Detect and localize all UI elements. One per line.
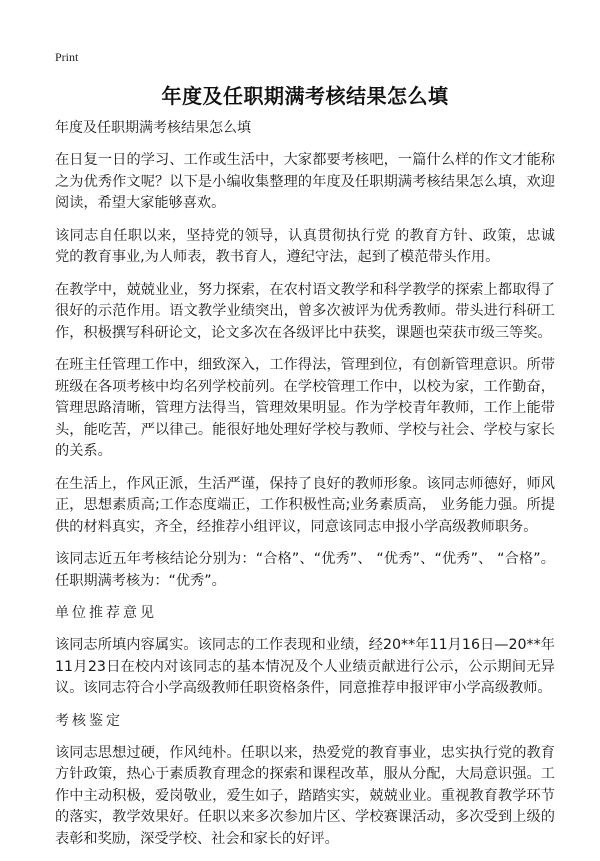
document-body bbox=[55, 118, 555, 861]
body-paragraph: 在生活上，作风正派，生活严谨，保持了良好的教师形象。该同志师德好，师风正，思想素质高;工作态度端正，工作积极性高;业务素质高， 业务能力强。所提供的材料真实，齐全，经推荐小组评议，同意该同志申报小学高级教师职务。 bbox=[55, 475, 555, 535]
section-heading-recommendation: 单位推荐意见 bbox=[55, 605, 157, 621]
body-paragraph: 在班主任管理工作中，细致深入，工作得法，管理到位，有创新管理意识。所带班级在各项考核中均名列学校前列。在学校管理工作中，以校为家，工作勤奋，管理思路清晰，管理方法得当，管理效果明显。作为学校青年教师，工作上能带头，能吃苦，严以律己。能很好地处理好学校与教师、学校与社会、学校与家长的关系。 bbox=[55, 357, 555, 459]
body-paragraph: 在教学中，兢兢业业，努力探索，在农村语文教学和科学教学的探索上都取得了很好的示范作用。语文教学业绩突出，曾多次被评为优秀教师。带头进行科研工作，积极撰写科研论文，论文多次在各级评比中获奖，课题也荣获市级三等奖。 bbox=[55, 281, 555, 341]
intro-paragraph: 在日复一日的学习、工作或生活中，大家都要考核吧，一篇什么样的作文才能称之为优秀作文呢？以下是小编收集整理的年度及任职期满考核结果怎么填，欢迎阅读，希望大家能够喜欢。 bbox=[55, 152, 555, 211]
body-paragraph: 该同志近五年考核结论分别为：“合格”、“优秀”、 “优秀”、“优秀”、 “合格”。任职期满考核为：“优秀”。 bbox=[55, 551, 555, 589]
document-subtitle: 年度及任职期满考核结果怎么填 bbox=[55, 120, 251, 136]
print-link[interactable]: Print bbox=[55, 50, 79, 64]
appraisal-paragraph: 该同志思想过硬，作风纯朴。任职以来，热爱党的教育事业，忠实执行党的教育方针政策，热心于素质教育理念的探索和课程改革，服从分配，大局意识强。工作中主动积极，爱岗敬业，爱生如子，踏踏实实，兢兢业业。重视教育教学环节的落实，教学效果好。任职以来多次参加片区、学校赛课活动，多次受到上级的表彰和奖励，深受学校、社会和家长的好评。 bbox=[55, 744, 555, 847]
body-paragraph: 该同志自任职以来，坚持党的领导，认真贯彻执行党 的教育方针、政策，忠诚党的教育事业,为人师表，教书育人，遵纪守法，起到了模范带头作用。 bbox=[55, 227, 555, 265]
section-heading-appraisal: 考核鉴定 bbox=[55, 712, 123, 729]
page-title: 年度及任职期满考核结果怎么填 bbox=[161, 84, 449, 108]
recommendation-paragraph: 该同志所填内容属实。该同志的工作表现和业绩，经20**年11月16日—20**年11月23日在校内对该同志的基本情况及个人业绩贡献进行公示，公示期间无异议。该同志符合小学高级教师任职资格条件，同意推荐申报评审小学高级教师。 bbox=[55, 637, 555, 696]
